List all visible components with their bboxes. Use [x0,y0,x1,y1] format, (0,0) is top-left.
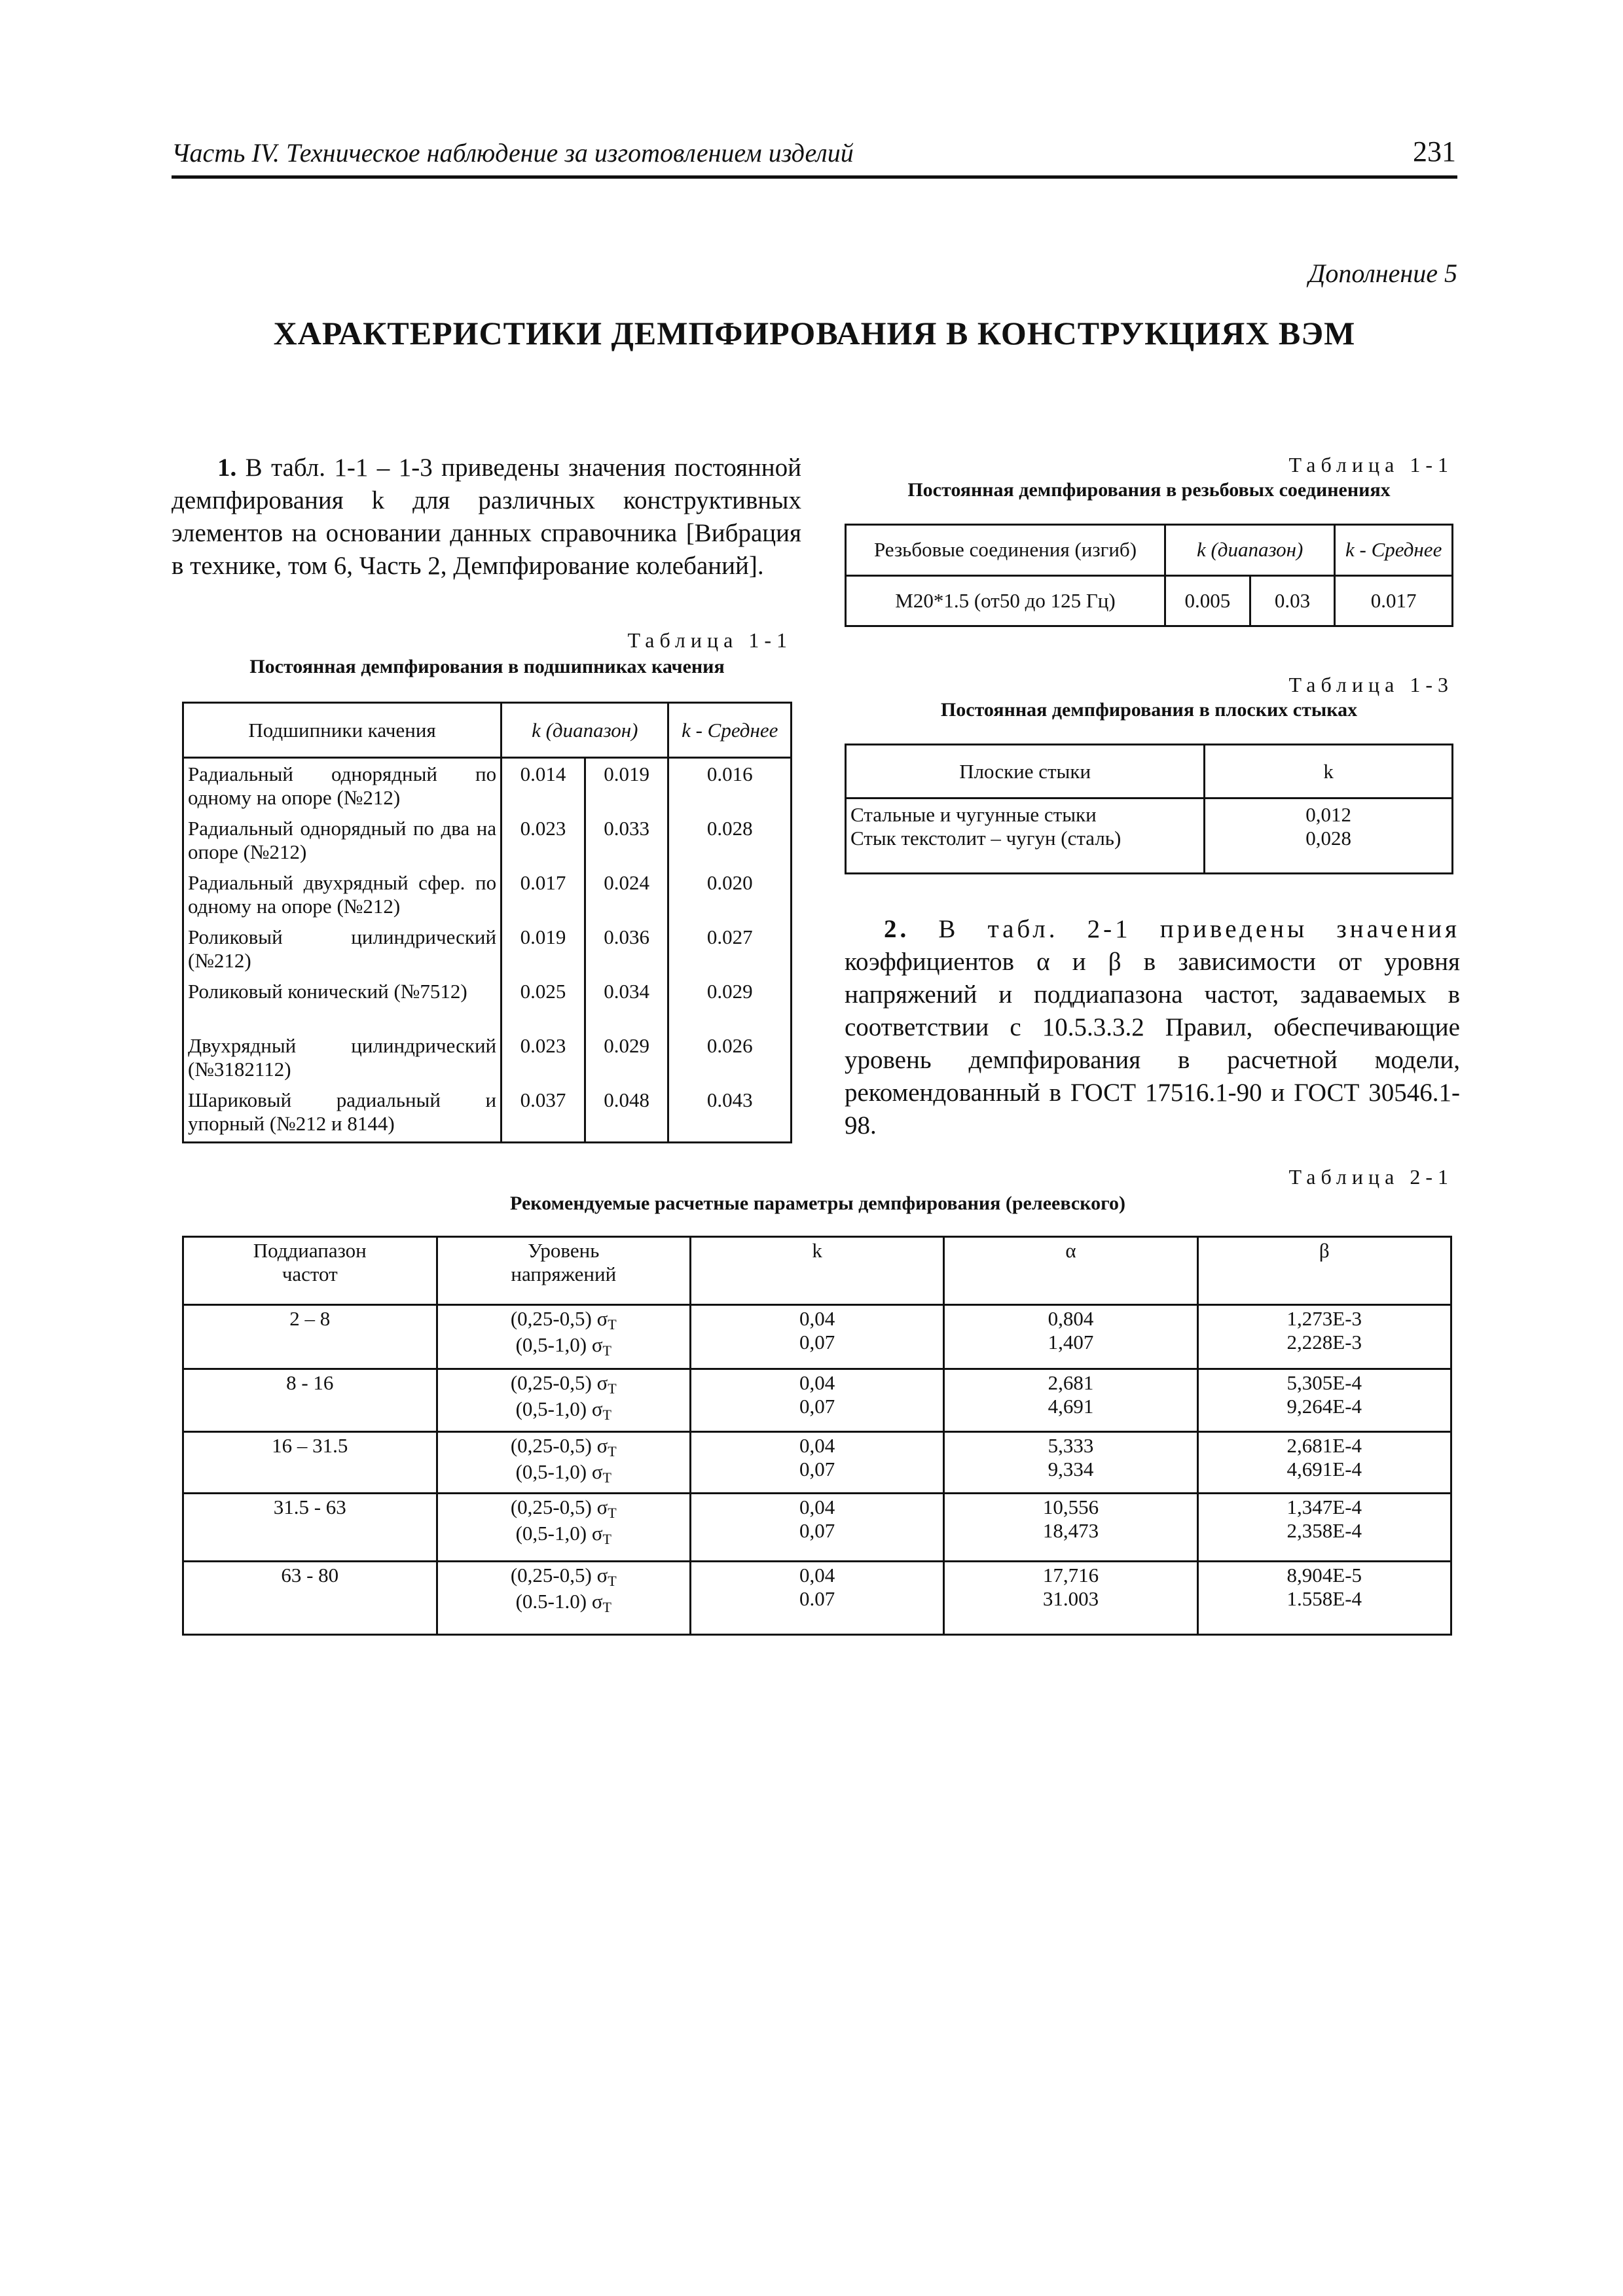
table-rayleigh-beta-value: 4,691E-4 [1286,1458,1362,1480]
table-rayleigh-level-cell [437,1432,691,1494]
paragraph-2-number: 2. [884,915,910,943]
table-joints-row-2-name: Стык текстолит – чугун (сталь) [850,827,1122,850]
table-bearings-row-max: 0.034 [604,980,649,1003]
table-bearings-avg-cell [668,758,792,1143]
table-threads [845,524,1453,627]
table-joints-names-cell [846,798,1205,874]
table-rayleigh-range: 2 – 8 [183,1305,437,1369]
table-threads-header-avg: k - Среднее [1335,525,1453,576]
table-rayleigh-level-cell [437,1562,691,1635]
paragraph-1-number: 1. [217,454,237,482]
table-bearings-row-avg: 0.029 [706,980,753,1003]
sigma-subscript: T [608,1573,617,1589]
table-rayleigh-beta-cell [1197,1369,1451,1432]
table-bearings-row-name: Радиальный двухрядный сфер. по одному на опоре (№212) [188,871,497,918]
table-row [183,1369,1451,1432]
table-rayleigh-k-cell [691,1369,944,1432]
paragraph-2 [845,913,1460,1142]
table-joints-label: Таблица 1-3 [1288,673,1453,696]
table-rayleigh-level-cell [437,1305,691,1369]
table-rayleigh-alpha-cell [944,1369,1197,1432]
sigma-symbol: σ [591,1522,603,1545]
sigma-symbol: σ [596,1564,608,1587]
table-rayleigh-header-range [183,1237,437,1305]
table-bearings-row-avg: 0.028 [706,817,753,840]
table-rayleigh-k-value: 0,04 [799,1307,835,1330]
table-bearings-header-range: k (диапазон) [501,703,668,758]
table-joints-row-2-k: 0,028 [1305,827,1351,850]
table-bearings-row-min: 0.025 [520,980,566,1003]
table-rayleigh-level [442,1397,686,1424]
table-rayleigh-k-cell [691,1432,944,1494]
table-rayleigh-level [442,1333,686,1359]
table-rayleigh-header-level-line2: напряжений [511,1263,617,1285]
table-rayleigh-beta-cell [1197,1562,1451,1635]
table-rayleigh-caption: Рекомендуемые расчетные параметры демпфирования (релеевского) [510,1193,1125,1214]
table-rayleigh-alpha-value: 17,716 [1042,1564,1099,1587]
table-bearings-row-avg: 0.020 [706,871,753,894]
table-rayleigh-k-value: 0,07 [799,1458,835,1480]
table-bearings-row-max: 0.033 [604,817,649,840]
table-row [183,1494,1451,1562]
paragraph-1 [172,452,801,583]
table-rayleigh-header-beta: β [1197,1237,1451,1305]
table-rayleigh-level-cell [437,1494,691,1562]
paragraph-2-spaced-text: В табл. 2-1 приведены значения [938,915,1461,943]
sigma-subscript: T [602,1599,611,1615]
table-threads-row-max: 0.03 [1250,575,1335,626]
sigma-symbol: σ [596,1434,608,1457]
table-joints-caption: Постоянная демпфирования в плоских стыках [940,699,1358,721]
table-rayleigh-level-cell [437,1369,691,1432]
table-rayleigh-beta-value: 1.558E-4 [1286,1587,1362,1610]
table-rayleigh-beta-value: 2,228E-3 [1286,1331,1362,1354]
table-threads-caption: Постоянная демпфирования в резьбовых соединениях [907,479,1391,501]
table-rayleigh-header-range-line2: частот [282,1263,338,1285]
sigma-symbol: σ [591,1590,603,1613]
sigma-symbol: σ [596,1496,608,1518]
table-rayleigh-k-cell [691,1305,944,1369]
table-joints-header-k: k [1205,745,1453,798]
table-rayleigh-range: 63 - 80 [183,1562,437,1635]
table-bearings-row-name: Радиальный однорядный по одному на опоре (№212) [188,762,497,809]
table-row [183,1562,1451,1635]
table-rayleigh [182,1236,1452,1636]
sigma-subscript: T [602,1469,611,1486]
sigma-symbol: σ [596,1307,608,1330]
table-rayleigh-beta-cell [1197,1305,1451,1369]
table-row [183,1432,1451,1494]
table-rayleigh-k-cell [691,1562,944,1635]
table-rayleigh-range: 31.5 - 63 [183,1494,437,1562]
table-bearings-row-avg: 0.027 [706,925,753,948]
table-rayleigh-k-value: 0,04 [799,1564,835,1587]
table-bearings-row-min: 0.017 [520,871,566,894]
sigma-subscript: T [608,1380,617,1397]
table-joints-row-1-k: 0,012 [1305,803,1351,826]
table-rayleigh-header-alpha: α [944,1237,1197,1305]
sigma-subscript: T [608,1505,617,1521]
table-rayleigh-alpha-value: 10,556 [1042,1496,1099,1518]
table-rayleigh-level [442,1564,686,1590]
table-rayleigh-k-value: 0,07 [799,1519,835,1542]
table-rayleigh-beta-cell [1197,1494,1451,1562]
table-rayleigh-beta-value: 1,273E-3 [1286,1307,1362,1330]
table-rayleigh-k-value: 0,07 [799,1395,835,1418]
table-rayleigh-level-range: (0,5-1,0) [515,1397,587,1420]
sigma-symbol: σ [591,1333,603,1356]
table-rayleigh-beta-value: 8,904E-5 [1286,1564,1362,1587]
table-bearings-header-name: Подшипники качения [183,703,501,758]
table-rayleigh-level-range: (0,25-0,5) [510,1496,592,1518]
sigma-symbol: σ [596,1371,608,1394]
table-bearings-min-cell [501,758,585,1143]
table-rayleigh-header-level-line1: Уровень [528,1239,600,1262]
table-rayleigh-range: 8 - 16 [183,1369,437,1432]
paragraph-1-text: В табл. 1-1 – 1-3 приведены значения постоянной демпфирования k для различных конструктивных элементов на основании данных справочника [Вибрация в технике, том 6, Часть 2, Демпфирование колебаний]. [172,454,802,580]
sigma-subscript: T [602,1531,611,1547]
table-bearings [182,702,792,1143]
sigma-subscript: T [608,1316,617,1333]
table-bearings-row-min: 0.023 [520,1034,566,1057]
table-rayleigh-level-range: (0.5-1.0) [515,1590,587,1613]
table-rayleigh-level [442,1590,686,1616]
table-bearings-caption: Постоянная демпфирования в подшипниках качения [249,656,725,677]
table-joints-k-cell [1205,798,1453,874]
table-rayleigh-beta-value: 5,305E-4 [1286,1371,1362,1394]
table-threads-header-name: Резьбовые соединения (изгиб) [846,525,1165,576]
page-title: ХАРАКТЕРИСТИКИ ДЕМПФИРОВАНИЯ В КОНСТРУКЦИЯХ ВЭМ [273,315,1356,351]
table-bearings-row-avg: 0.043 [706,1088,753,1111]
table-bearings-row-name: Роликовый конический (№7512) [188,980,467,1003]
table-bearings-row-name: Шариковый радиальный и упорный (№212 и 8144) [188,1088,497,1135]
running-header: Часть IV. Техническое наблюдение за изготовлением изделий [172,138,854,168]
table-rayleigh-beta-value: 2,358E-4 [1286,1519,1362,1542]
table-bearings-row-min: 0.014 [520,762,566,785]
table-rayleigh-header-range-line1: Поддиапазон [253,1239,367,1262]
sigma-symbol: σ [591,1460,603,1483]
table-rayleigh-beta-cell [1197,1432,1451,1494]
table-rayleigh-level-range: (0,25-0,5) [510,1307,592,1330]
table-bearings-row-min: 0.019 [520,925,566,948]
table-bearings-row-name: Роликовый цилиндрический (№212) [188,925,497,972]
table-rayleigh-alpha-value: 5,333 [1048,1434,1094,1457]
table-bearings-max-cell [585,758,668,1143]
table-rayleigh-alpha-value: 1,407 [1048,1331,1094,1354]
table-bearings-row-name: Радиальный однорядный по два на опоре (№212) [188,817,497,863]
table-rayleigh-alpha-value: 4,691 [1048,1395,1094,1418]
table-rayleigh-k-value: 0,04 [799,1496,835,1518]
sigma-subscript: T [602,1407,611,1423]
table-joints [845,744,1453,874]
table-rayleigh-alpha-cell [944,1305,1197,1369]
table-rayleigh-level [442,1522,686,1548]
table-rayleigh-level [442,1307,686,1333]
table-bearings-names-cell [183,758,501,1143]
table-row [183,1305,1451,1369]
table-rayleigh-alpha-value: 18,473 [1042,1519,1099,1542]
appendix-label: Дополнение 5 [1308,259,1457,288]
table-rayleigh-beta-value: 9,264E-4 [1286,1395,1362,1418]
table-bearings-row-min: 0.023 [520,817,566,840]
table-rayleigh-alpha-value: 0,804 [1048,1307,1094,1330]
table-rayleigh-k-value: 0,07 [799,1331,835,1354]
table-rayleigh-alpha-cell [944,1432,1197,1494]
table-rayleigh-k-value: 0,04 [799,1371,835,1394]
table-bearings-row-min: 0.037 [520,1088,566,1111]
table-rayleigh-alpha-value: 9,334 [1048,1458,1094,1480]
sigma-subscript: T [608,1443,617,1460]
header-rule [172,175,1457,179]
table-rayleigh-header-k: k [691,1237,944,1305]
table-rayleigh-level [442,1434,686,1460]
table-bearings-row-avg: 0.026 [706,1034,753,1057]
table-rayleigh-k-cell [691,1494,944,1562]
table-rayleigh-level-range: (0,25-0,5) [510,1564,592,1587]
table-rayleigh-alpha-cell [944,1494,1197,1562]
table-bearings-row-max: 0.024 [604,871,649,894]
table-bearings-label: Таблица 1-1 [627,628,792,652]
table-bearings-row-max: 0.019 [604,762,649,785]
table-rayleigh-level-range: (0,5-1,0) [515,1333,587,1356]
table-rayleigh-alpha-value: 31.003 [1042,1587,1099,1610]
paragraph-2-text: коэффициентов α и β в зависимости от уровня напряжений и поддиапазона частот, задаваемых в соответствии с 10.5.3.3.2 Правил, обеспечивающие уровень демпфирования в расчетной модели, рекомендованный в ГОСТ 17516.1-90 и ГОСТ 30546.1-98. [845,948,1460,1139]
table-bearings-row-max: 0.048 [604,1088,649,1111]
sigma-subscript: T [602,1342,611,1359]
table-bearings-row-name: Двухрядный цилиндрический (№3182112) [188,1034,497,1081]
table-rayleigh-beta-value: 1,347E-4 [1286,1496,1362,1518]
table-threads-row-name: М20*1.5 (от50 до 125 Гц) [846,575,1165,626]
page-number: 231 [1413,135,1456,168]
table-bearings-row-max: 0.029 [604,1034,649,1057]
table-rayleigh-header-level [437,1237,691,1305]
table-rayleigh-k-value: 0,04 [799,1434,835,1457]
table-rayleigh-alpha-value: 2,681 [1048,1371,1094,1394]
table-joints-row-1-name: Стальные и чугунные стыки [850,803,1097,826]
table-rayleigh-alpha-cell [944,1562,1197,1635]
table-rayleigh-range: 16 – 31.5 [183,1432,437,1494]
sigma-symbol: σ [591,1397,603,1420]
table-rayleigh-label: Таблица 2-1 [1288,1165,1453,1189]
table-threads-header-range: k (диапазон) [1165,525,1335,576]
table-rayleigh-level-range: (0,5-1,0) [515,1460,587,1483]
table-rayleigh-level-range: (0,5-1,0) [515,1522,587,1545]
table-rayleigh-k-value: 0.07 [799,1587,835,1610]
table-joints-header-name: Плоские стыки [846,745,1205,798]
table-threads-label: Таблица 1-1 [1288,453,1453,476]
table-threads-row-min: 0.005 [1165,575,1250,626]
table-rayleigh-level-range: (0,25-0,5) [510,1434,592,1457]
table-rayleigh-level [442,1496,686,1522]
table-rayleigh-level-range: (0,25-0,5) [510,1371,592,1394]
table-bearings-header-avg: k - Среднее [668,703,792,758]
table-bearings-row-avg: 0.016 [706,762,753,785]
table-rayleigh-level [442,1460,686,1486]
table-rayleigh-level [442,1371,686,1397]
table-rayleigh-beta-value: 2,681E-4 [1286,1434,1362,1457]
table-bearings-row-max: 0.036 [604,925,649,948]
table-threads-row-avg: 0.017 [1335,575,1453,626]
